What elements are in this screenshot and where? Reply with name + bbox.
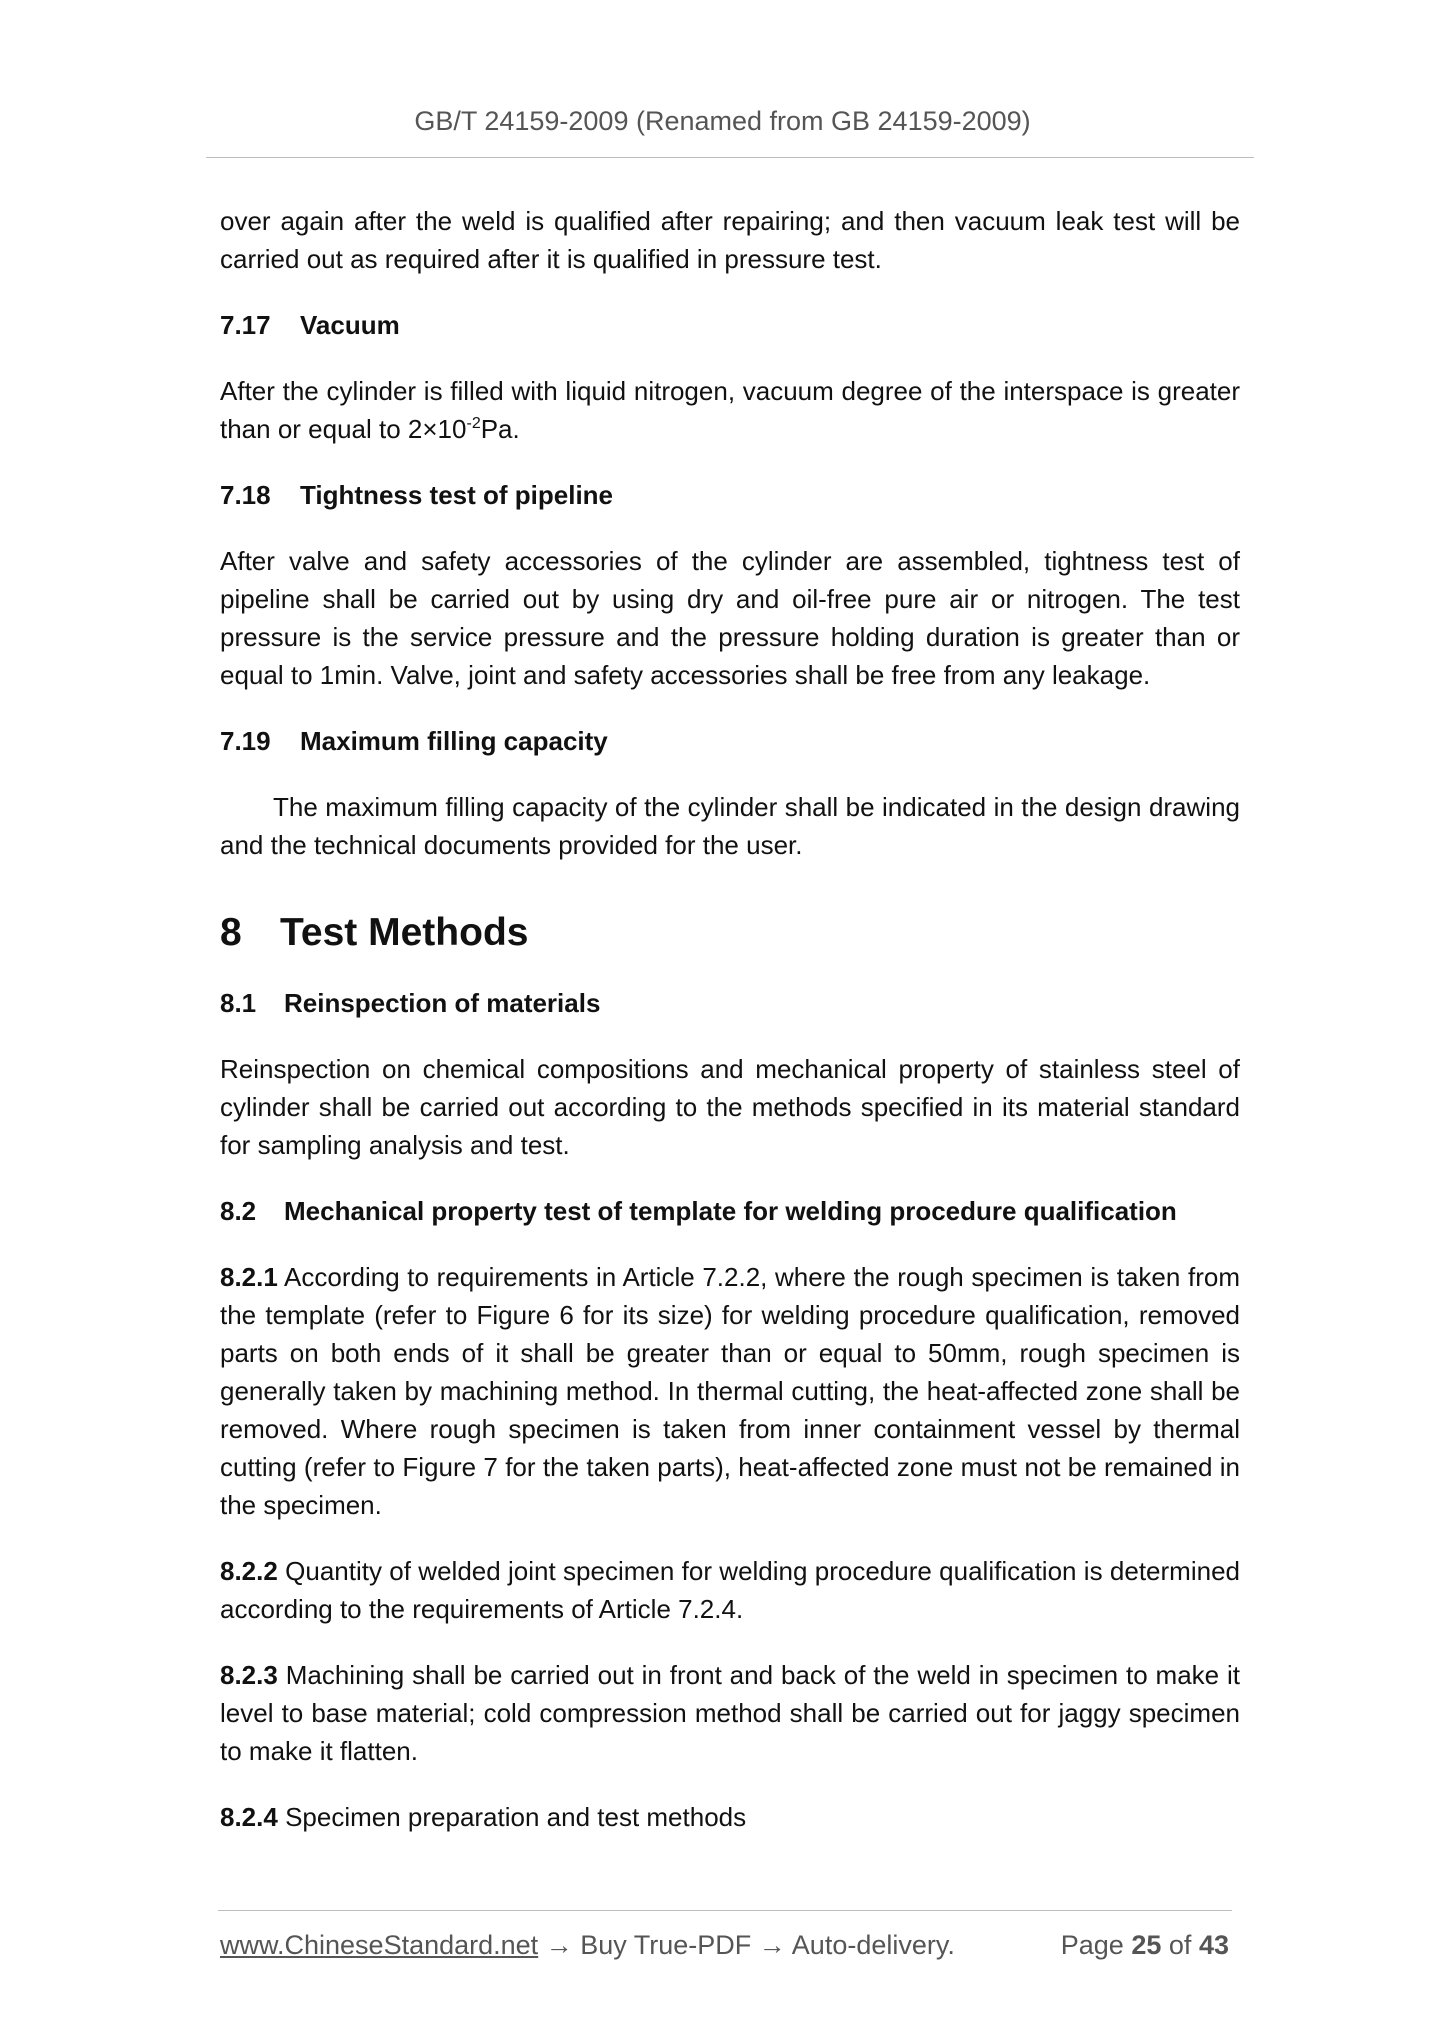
section-heading-8-2 — [220, 1192, 1240, 1230]
clause-8-2-4 — [220, 1798, 1240, 1836]
buy-text: Buy True-PDF — [580, 1930, 752, 1960]
footer-divider — [218, 1910, 1232, 1911]
section-heading-7-18 — [220, 476, 1240, 514]
chapter-number: 8 — [220, 911, 242, 954]
footer-promo — [220, 1930, 955, 1961]
arrow-icon: → — [545, 1930, 573, 1960]
section-title: Reinspection of materials — [284, 988, 601, 1018]
total-pages: 43 — [1198, 1930, 1229, 1960]
page-indicator — [1061, 1930, 1229, 1961]
paragraph-continued: over again after the weld is qualified after repairing; and then vacuum leak test will be carried out as required after it is qualified in pressure test. — [220, 206, 1240, 274]
section-number: 7.17 — [220, 310, 271, 340]
paragraph-8-1: Reinspection on chemical compositions and mechanical property of stainless steel of cylinder shall be carried out according to the methods specified in its material standard for sampling analysis and test. — [220, 1054, 1240, 1160]
clause-number: 8.2.2 — [220, 1556, 278, 1586]
chapter-heading-8 — [220, 908, 1240, 958]
section-title: Tightness test of pipeline — [300, 480, 614, 510]
arrow-icon: → — [758, 1930, 786, 1960]
paragraph-7-18: After valve and safety accessories of the cylinder are assembled, tightness test of pipeline shall be carried out by using dry and oil-free pure air or nitrogen. The test pressure is the service pressure and the pressure holding duration is greater than or equal to 1min. Valve, joint and safety accessories shall be free from any leakage. — [220, 546, 1240, 690]
clause-8-2-3 — [220, 1656, 1240, 1770]
section-number: 8.1 — [220, 988, 257, 1018]
section-number: 7.19 — [220, 726, 271, 756]
clause-8-2-2 — [220, 1552, 1240, 1628]
section-heading-8-1 — [220, 984, 1240, 1022]
section-title: Vacuum — [300, 310, 400, 340]
page-header-title: GB/T 24159-2009 (Renamed from GB 24159-2009) — [414, 106, 1031, 136]
chapter-title: Test Methods — [280, 911, 529, 954]
paragraph-7-19: The maximum filling capacity of the cylinder shall be indicated in the design drawing and the technical documents provided for the user. — [220, 792, 1240, 860]
document-body — [220, 202, 1240, 1836]
clause-text: Quantity of welded joint specimen for welding procedure qualification is determined according to the requirements of Article 7.2.4. — [220, 1556, 1240, 1624]
section-heading-7-17 — [220, 306, 1240, 344]
clause-text: According to requirements in Article 7.2.2, where the rough specimen is taken from the template (refer to Figure 6 for its size) for welding procedure qualification, removed parts on both ends of it shall be greater than or equal to 50mm, rough specimen is generally taken by machining method. In thermal cutting, the heat-affected zone shall be removed. Where rough specimen is taken from inner containment vessel by thermal cutting (refer to Figure 7 for the taken parts), heat-affected zone must not be remained in the specimen. — [220, 1262, 1240, 1520]
clause-number: 8.2.4 — [220, 1802, 278, 1832]
paragraph-text: After the cylinder is filled with liquid nitrogen, vacuum degree of the interspace is greater than or equal to 2×10 — [220, 376, 1240, 444]
section-heading-7-19 — [220, 722, 1240, 760]
section-title: Mechanical property test of template for welding procedure qualification — [284, 1196, 1177, 1226]
page-word: Page — [1060, 1930, 1124, 1960]
website-link[interactable]: www.ChineseStandard.net — [220, 1930, 539, 1960]
clause-number: 8.2.3 — [220, 1660, 278, 1690]
current-page-number: 25 — [1131, 1930, 1162, 1960]
unit-text: Pa. — [480, 414, 520, 444]
of-word: of — [1168, 1930, 1192, 1960]
clause-8-2-1 — [220, 1258, 1240, 1524]
section-title: Maximum filling capacity — [300, 726, 608, 756]
clause-number: 8.2.1 — [220, 1262, 278, 1292]
paragraph-7-17 — [220, 372, 1240, 448]
section-number: 8.2 — [220, 1196, 257, 1226]
clause-text: Machining shall be carried out in front and back of the weld in specimen to make it level to base material; cold compression method shall be carried out for jaggy specimen to make it flatten. — [220, 1660, 1240, 1766]
header-divider — [206, 157, 1254, 158]
section-number: 7.18 — [220, 480, 271, 510]
delivery-text: Auto-delivery. — [791, 1930, 955, 1960]
exponent: -2 — [466, 415, 481, 432]
clause-text: Specimen preparation and test methods — [285, 1802, 747, 1832]
